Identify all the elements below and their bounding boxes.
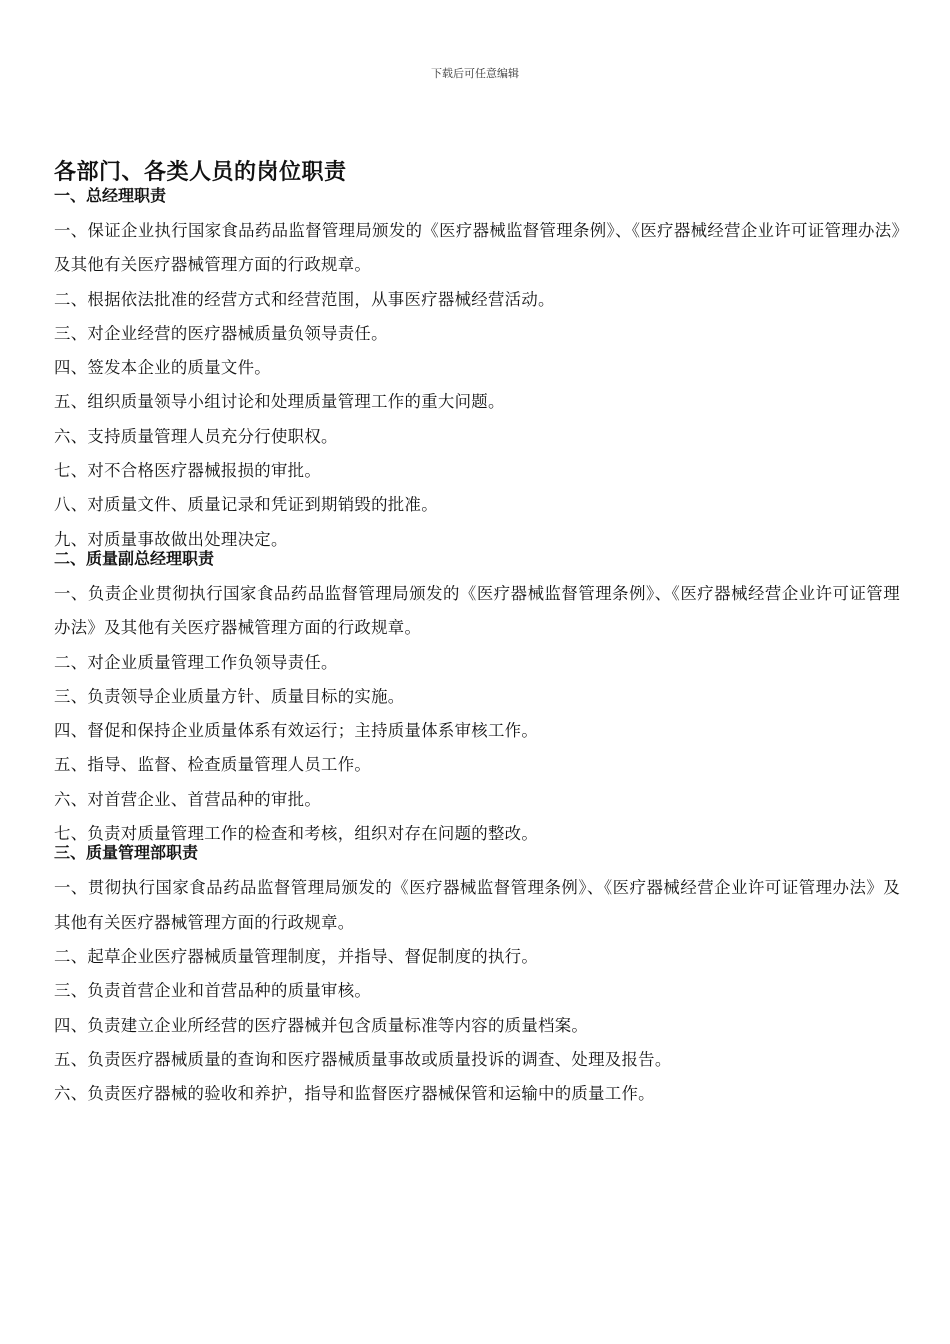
section-heading: 一、总经理职责 [54, 186, 167, 205]
list-item: 四、督促和保持企业质量体系有效运行；主持质量体系审核工作。 [54, 721, 539, 741]
section-heading: 三、质量管理部职责 [54, 843, 199, 863]
list-item: 六、支持质量管理人员充分行使职权。 [54, 426, 338, 446]
list-item: 七、负责对质量管理工作的检查和考核，组织对存在问题的整改。 [54, 824, 539, 844]
list-item: 五、组织质量领导小组讨论和处理质量管理工作的重大问题。 [54, 392, 505, 412]
section-quality-deputy-manager [54, 549, 900, 851]
list-item: 一、贯彻执行国家食品药品监督管理局颁发的《医疗器械监督管理条例》、《医疗器械经营企业许可证管理办法》及其他有关医疗器械管理方面的行政规章。 [54, 878, 900, 932]
document-title: 各部门、各类人员的岗位职责 [54, 160, 347, 185]
section-general-manager [54, 186, 900, 557]
list-item: 一、负责企业贯彻执行国家食品药品监督管理局颁发的《医疗器械监督管理条例》、《医疗器械经营企业许可证管理办法》及其他有关医疗器械管理方面的行政规章。 [54, 583, 900, 638]
list-item: 二、根据依法批准的经营方式和经营范围，从事医疗器械经营活动。 [54, 289, 555, 309]
list-item: 六、负责医疗器械的验收和养护，指导和监督医疗器械保管和运输中的质量工作。 [54, 1084, 655, 1104]
list-item: 二、起草企业医疗器械质量管理制度，并指导、督促制度的执行。 [54, 946, 539, 966]
list-item: 六、对首营企业、首营品种的审批。 [54, 789, 322, 809]
list-item: 八、对质量文件、质量记录和凭证到期销毁的批准。 [54, 495, 438, 515]
list-item: 三、负责领导企业质量方针、质量目标的实施。 [54, 686, 405, 706]
list-item: 一、保证企业执行国家食品药品监督管理局颁发的《医疗器械监督管理条例》、《医疗器械经营企业许可证管理办法》及其他有关医疗器械管理方面的行政规章。 [54, 221, 900, 275]
list-item: 三、负责首营企业和首营品种的质量审核。 [54, 981, 372, 1001]
section-heading: 二、质量副总经理职责 [54, 548, 215, 568]
list-item: 四、负责建立企业所经营的医疗器械并包含质量标准等内容的质量档案。 [54, 1015, 589, 1035]
list-item: 二、对企业质量管理工作负领导责任。 [54, 652, 338, 672]
list-item: 三、对企业经营的医疗器械质量负领导责任。 [54, 323, 388, 343]
section-quality-management-dept [54, 843, 900, 1111]
list-item: 五、指导、监督、检查质量管理人员工作。 [54, 755, 372, 775]
list-item: 七、对不合格医疗器械报损的审批。 [54, 461, 322, 481]
list-item: 九、对质量事故做出处理决定。 [54, 529, 288, 549]
document-body [54, 156, 900, 1111]
page-header-note: 下载后可任意编辑 [431, 67, 519, 80]
list-item: 四、签发本企业的质量文件。 [54, 358, 271, 378]
list-item: 五、负责医疗器械质量的查询和医疗器械质量事故或质量投诉的调查、处理及报告。 [54, 1049, 672, 1069]
